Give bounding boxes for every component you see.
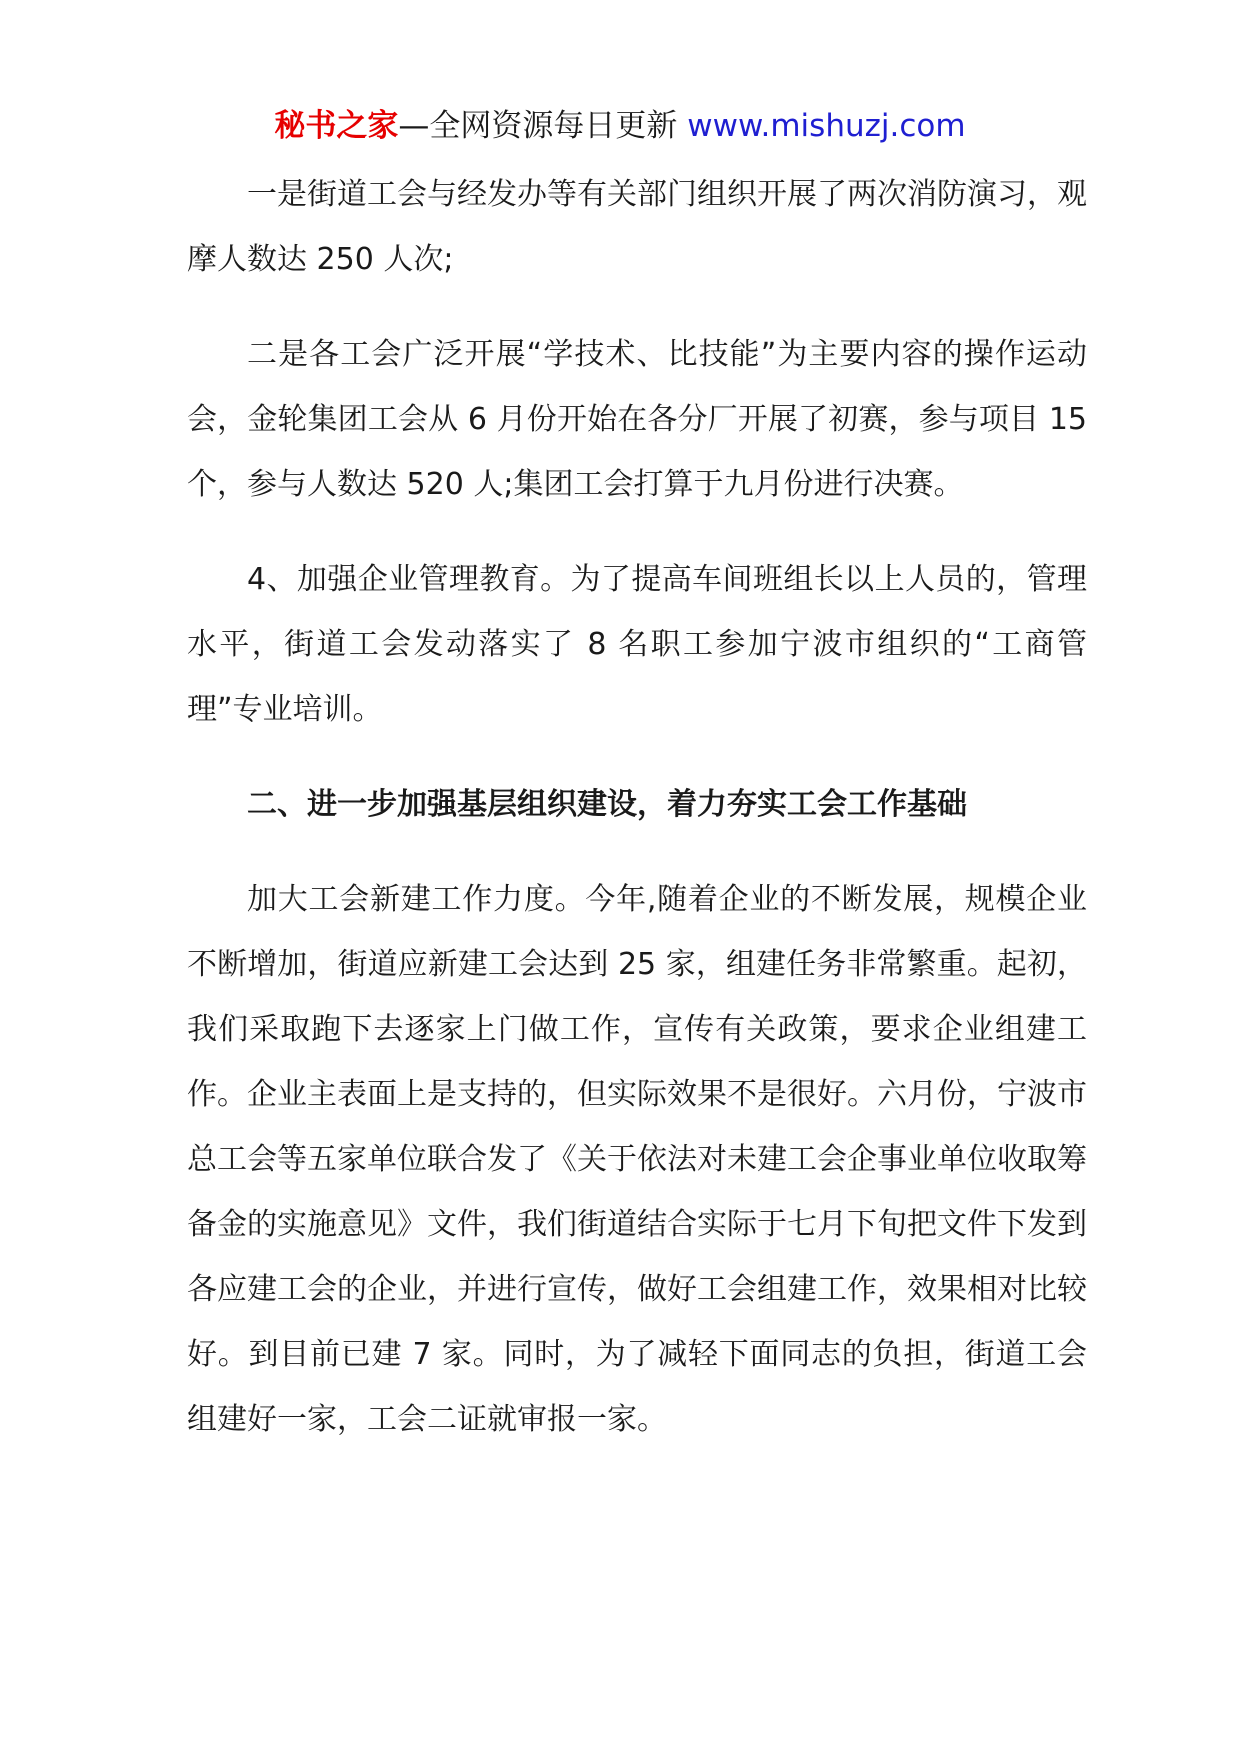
paragraph-skills-competition: 二是各工会广泛开展“学技术、比技能”为主要内容的操作运动会，金轮集团工会从 6 月份开始在各分厂开展了初赛，参与项目 15 个，参与人数达 520 人;集团工会打算于九月份进行决赛。: [187, 337, 1087, 502]
header-tagline: —全网资源每日更新: [398, 108, 688, 144]
paragraph-union-building: 加大工会新建工作力度。今年,随着企业的不断发展，规模企业不断增加，街道应新建工会达到 25 家，组建任务非常繁重。起初，我们采取跑下去逐家上门做工作，宣传有关政策，要求企业组建工作。企业主表面上是支持的，但实际效果不是很好。六月份，宁波市总工会等五家单位联合发了《关于依法对未建工会企事业单位收取筹备金的实施意见》文件，我们街道结合实际于七月下旬把文件下发到各应建工会的企业，并进行宣传，做好工会组建工作，效果相对比较好。到目前已建 7 家。同时，为了减轻下面同志的负担，街道工会组建好一家，工会二证就审报一家。: [187, 882, 1087, 1437]
brand-name: 秘书之家: [274, 108, 399, 144]
paragraph-management-education: 4、加强企业管理教育。为了提高车间班组长以上人员的，管理水平，街道工会发动落实了 8 名职工参加宁波市组织的“工商管理”专业培训。: [187, 562, 1087, 727]
page-header: [0, 104, 1240, 148]
site-url-link[interactable]: www.mishuzj.com: [687, 108, 966, 144]
document-body: [187, 162, 1087, 1452]
section-heading: 二、进一步加强基层组织建设，着力夯实工会工作基础: [247, 787, 967, 822]
paragraph-fire-drill: 一是街道工会与经发办等有关部门组织开展了两次消防演习，观摩人数达 250 人次;: [187, 177, 1087, 277]
